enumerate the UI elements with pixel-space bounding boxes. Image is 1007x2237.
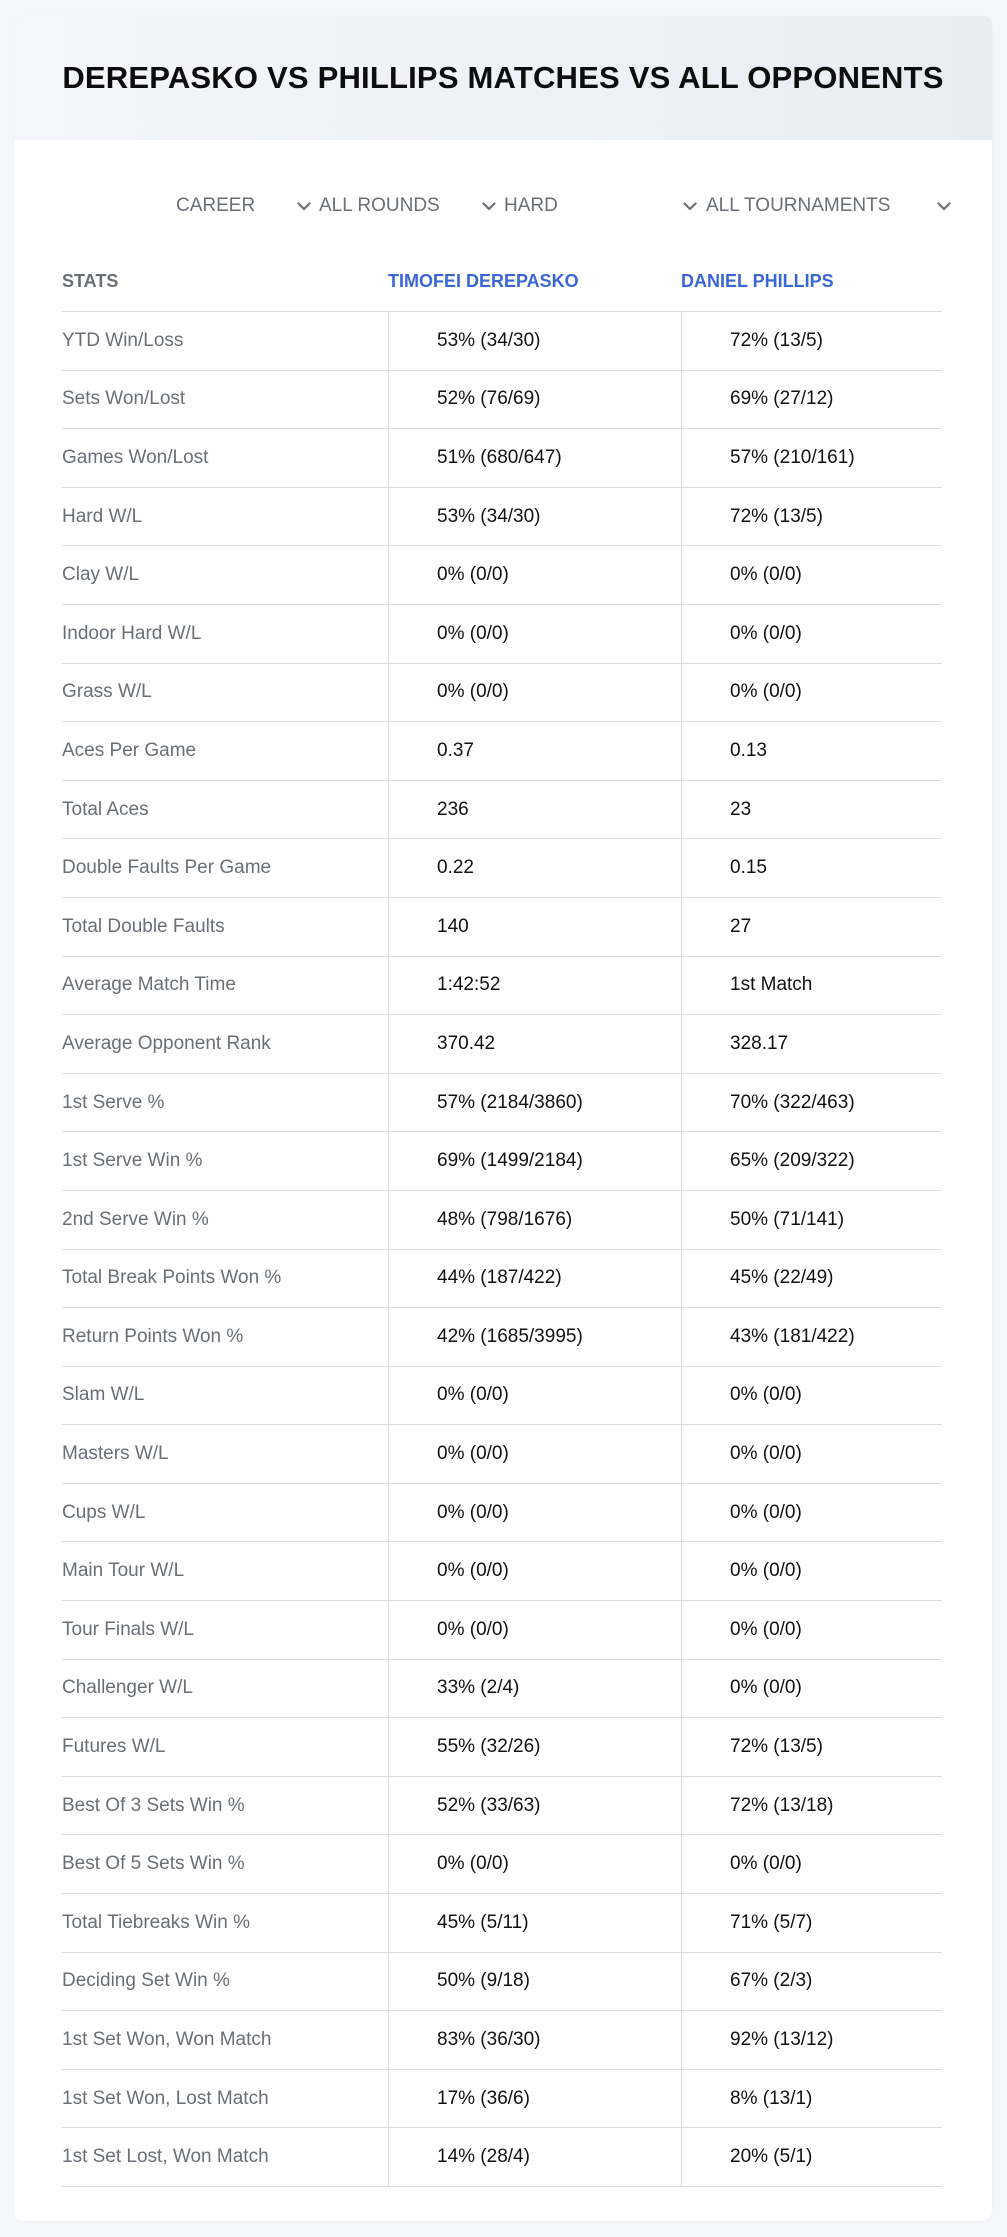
- stat-label: Hard W/L: [62, 505, 143, 527]
- table-body: [62, 312, 942, 2187]
- stat-label: Average Opponent Rank: [62, 1032, 271, 1054]
- player2-value: 72% (13/5): [681, 1718, 942, 1776]
- player1-value: 0% (0/0): [388, 1835, 681, 1893]
- player2-value: 50% (71/141): [681, 1191, 942, 1249]
- table-row: [62, 664, 942, 723]
- stat-label: Slam W/L: [62, 1384, 145, 1406]
- player2-value: 92% (13/12): [681, 2011, 942, 2069]
- filter-bar: [14, 188, 992, 224]
- table-row: [62, 312, 942, 371]
- stat-label: Challenger W/L: [62, 1677, 193, 1699]
- surface-filter-value: HARD: [504, 195, 558, 216]
- stat-label: Games Won/Lost: [62, 446, 209, 468]
- table-row: [62, 1132, 942, 1191]
- tournaments-filter-value: ALL TOURNAMENTS: [706, 195, 891, 216]
- stat-label: Grass W/L: [62, 681, 152, 703]
- stats-card: [14, 16, 992, 2221]
- stat-label: 1st Set Won, Won Match: [62, 2029, 272, 2051]
- stat-label: Best Of 5 Sets Win %: [62, 1853, 245, 1875]
- player1-value: 83% (36/30): [388, 2011, 681, 2069]
- player2-value: 0% (0/0): [681, 1425, 942, 1483]
- player2-value: 0% (0/0): [681, 1367, 942, 1425]
- stat-label: Total Aces: [62, 798, 149, 820]
- player1-value: 0% (0/0): [388, 1425, 681, 1483]
- player1-value: 0% (0/0): [388, 605, 681, 663]
- player2-value: 0% (0/0): [681, 664, 942, 722]
- player2-value: 0% (0/0): [681, 1601, 942, 1659]
- player1-value: 69% (1499/2184): [388, 1132, 681, 1190]
- player2-value: 72% (13/5): [681, 488, 942, 546]
- player1-value: 53% (34/30): [388, 488, 681, 546]
- table-row: [62, 1777, 942, 1836]
- stat-label: Cups W/L: [62, 1501, 146, 1523]
- player1-value: 42% (1685/3995): [388, 1308, 681, 1366]
- player1-value: 236: [388, 781, 681, 839]
- player1-value: 33% (2/4): [388, 1660, 681, 1718]
- player2-link[interactable]: DANIEL PHILLIPS: [681, 270, 834, 291]
- stat-label: YTD Win/Loss: [62, 329, 184, 351]
- career-filter-dropdown[interactable]: [176, 188, 314, 224]
- player2-value: 72% (13/5): [681, 312, 942, 370]
- player1-value: 52% (76/69): [388, 371, 681, 429]
- surface-filter-dropdown[interactable]: [504, 188, 700, 224]
- stat-label: Total Double Faults: [62, 915, 225, 937]
- table-row: [62, 371, 942, 430]
- player2-value: 67% (2/3): [681, 1953, 942, 2011]
- stat-label: 1st Set Lost, Won Match: [62, 2146, 269, 2168]
- player1-value: 51% (680/647): [388, 429, 681, 487]
- table-row: [62, 2128, 942, 2187]
- table-row: [62, 1015, 942, 1074]
- stat-label: Sets Won/Lost: [62, 388, 186, 410]
- table-row: [62, 1074, 942, 1133]
- table-row: [62, 546, 942, 605]
- table-row: [62, 1718, 942, 1777]
- table-row: [62, 1484, 942, 1543]
- stat-label: Tour Finals W/L: [62, 1618, 194, 1640]
- player1-value: 44% (187/422): [388, 1250, 681, 1308]
- player2-value: 0% (0/0): [681, 605, 942, 663]
- stat-label: Masters W/L: [62, 1443, 169, 1465]
- player2-value: 45% (22/49): [681, 1250, 942, 1308]
- table-row: [62, 898, 942, 957]
- stat-label: Best Of 3 Sets Win %: [62, 1794, 245, 1816]
- player2-value: 0% (0/0): [681, 546, 942, 604]
- player1-value: 50% (9/18): [388, 1953, 681, 2011]
- player1-value: 14% (28/4): [388, 2128, 681, 2186]
- player1-value: 370.42: [388, 1015, 681, 1073]
- player2-value: 0% (0/0): [681, 1660, 942, 1718]
- player2-value: 70% (322/463): [681, 1074, 942, 1132]
- player2-value: 27: [681, 898, 942, 956]
- stat-label: Futures W/L: [62, 1736, 166, 1758]
- player1-value: 48% (798/1676): [388, 1191, 681, 1249]
- player2-value: 23: [681, 781, 942, 839]
- player1-link[interactable]: TIMOFEI DEREPASKO: [388, 270, 579, 291]
- tournaments-filter-dropdown[interactable]: [706, 188, 954, 224]
- player2-value: 0% (0/0): [681, 1484, 942, 1542]
- stat-label: Total Tiebreaks Win %: [62, 1911, 250, 1933]
- table-row: [62, 1894, 942, 1953]
- player1-value: 0% (0/0): [388, 1484, 681, 1542]
- stat-label: Main Tour W/L: [62, 1560, 185, 1582]
- table-row: [62, 1835, 942, 1894]
- player1-value: 0% (0/0): [388, 1601, 681, 1659]
- stat-label: 1st Set Won, Lost Match: [62, 2087, 269, 2109]
- chevron-down-icon: [680, 196, 700, 216]
- player1-value: 52% (33/63): [388, 1777, 681, 1835]
- stat-label: 2nd Serve Win %: [62, 1208, 209, 1230]
- stat-label: 1st Serve Win %: [62, 1150, 203, 1172]
- player2-value: 0.13: [681, 722, 942, 780]
- table-row: [62, 1601, 942, 1660]
- table-row: [62, 781, 942, 840]
- table-row: [62, 1367, 942, 1426]
- page-title: DEREPASKO VS PHILLIPS MATCHES VS ALL OPPONENTS: [62, 60, 944, 95]
- player1-value: 140: [388, 898, 681, 956]
- player1-value: 0% (0/0): [388, 546, 681, 604]
- table-row: [62, 1542, 942, 1601]
- player1-value: 0% (0/0): [388, 1542, 681, 1600]
- player2-value: 65% (209/322): [681, 1132, 942, 1190]
- player2-value: 69% (27/12): [681, 371, 942, 429]
- rounds-filter-dropdown[interactable]: [319, 188, 499, 224]
- player2-value: 0.15: [681, 839, 942, 897]
- table-row: [62, 429, 942, 488]
- chevron-down-icon: [934, 196, 954, 216]
- player1-value: 1:42:52: [388, 957, 681, 1015]
- stats-table: [62, 250, 942, 2187]
- player2-value: 20% (5/1): [681, 2128, 942, 2186]
- table-row: [62, 722, 942, 781]
- player1-value: 0.22: [388, 839, 681, 897]
- stat-label: Deciding Set Win %: [62, 1970, 230, 1992]
- table-header: [62, 250, 942, 312]
- player1-value: 0% (0/0): [388, 1367, 681, 1425]
- player2-value: 1st Match: [681, 957, 942, 1015]
- stat-label: Return Points Won %: [62, 1325, 244, 1347]
- player1-value: 55% (32/26): [388, 1718, 681, 1776]
- player2-value: 57% (210/161): [681, 429, 942, 487]
- player2-value: 328.17: [681, 1015, 942, 1073]
- player1-value: 17% (36/6): [388, 2070, 681, 2128]
- table-row: [62, 1250, 942, 1309]
- table-row: [62, 1953, 942, 2012]
- table-row: [62, 1660, 942, 1719]
- stat-label: 1st Serve %: [62, 1091, 165, 1113]
- player1-value: 0% (0/0): [388, 664, 681, 722]
- table-row: [62, 1191, 942, 1250]
- stat-label: Aces Per Game: [62, 739, 197, 761]
- career-filter-value: CAREER: [176, 195, 256, 216]
- player2-value: 0% (0/0): [681, 1835, 942, 1893]
- player2-value: 43% (181/422): [681, 1308, 942, 1366]
- table-row: [62, 2011, 942, 2070]
- player1-value: 0.37: [388, 722, 681, 780]
- table-row: [62, 605, 942, 664]
- player1-value: 45% (5/11): [388, 1894, 681, 1952]
- player1-value: 53% (34/30): [388, 312, 681, 370]
- table-row: [62, 488, 942, 547]
- stat-label: Clay W/L: [62, 564, 140, 586]
- rounds-filter-value: ALL ROUNDS: [319, 195, 440, 216]
- table-row: [62, 957, 942, 1016]
- table-row: [62, 1308, 942, 1367]
- table-row: [62, 839, 942, 898]
- stat-label: Average Match Time: [62, 974, 236, 996]
- player2-value: 8% (13/1): [681, 2070, 942, 2128]
- table-row: [62, 1425, 942, 1484]
- player2-value: 0% (0/0): [681, 1542, 942, 1600]
- table-row: [62, 2070, 942, 2129]
- player2-value: 71% (5/7): [681, 1894, 942, 1952]
- stat-label: Total Break Points Won %: [62, 1267, 282, 1289]
- chevron-down-icon: [294, 196, 314, 216]
- chevron-down-icon: [479, 196, 499, 216]
- stat-label: Indoor Hard W/L: [62, 622, 202, 644]
- stat-label: Double Faults Per Game: [62, 857, 272, 879]
- player1-value: 57% (2184/3860): [388, 1074, 681, 1132]
- card-header: [14, 16, 992, 140]
- stats-column-header: STATS: [62, 270, 119, 291]
- player2-value: 72% (13/18): [681, 1777, 942, 1835]
